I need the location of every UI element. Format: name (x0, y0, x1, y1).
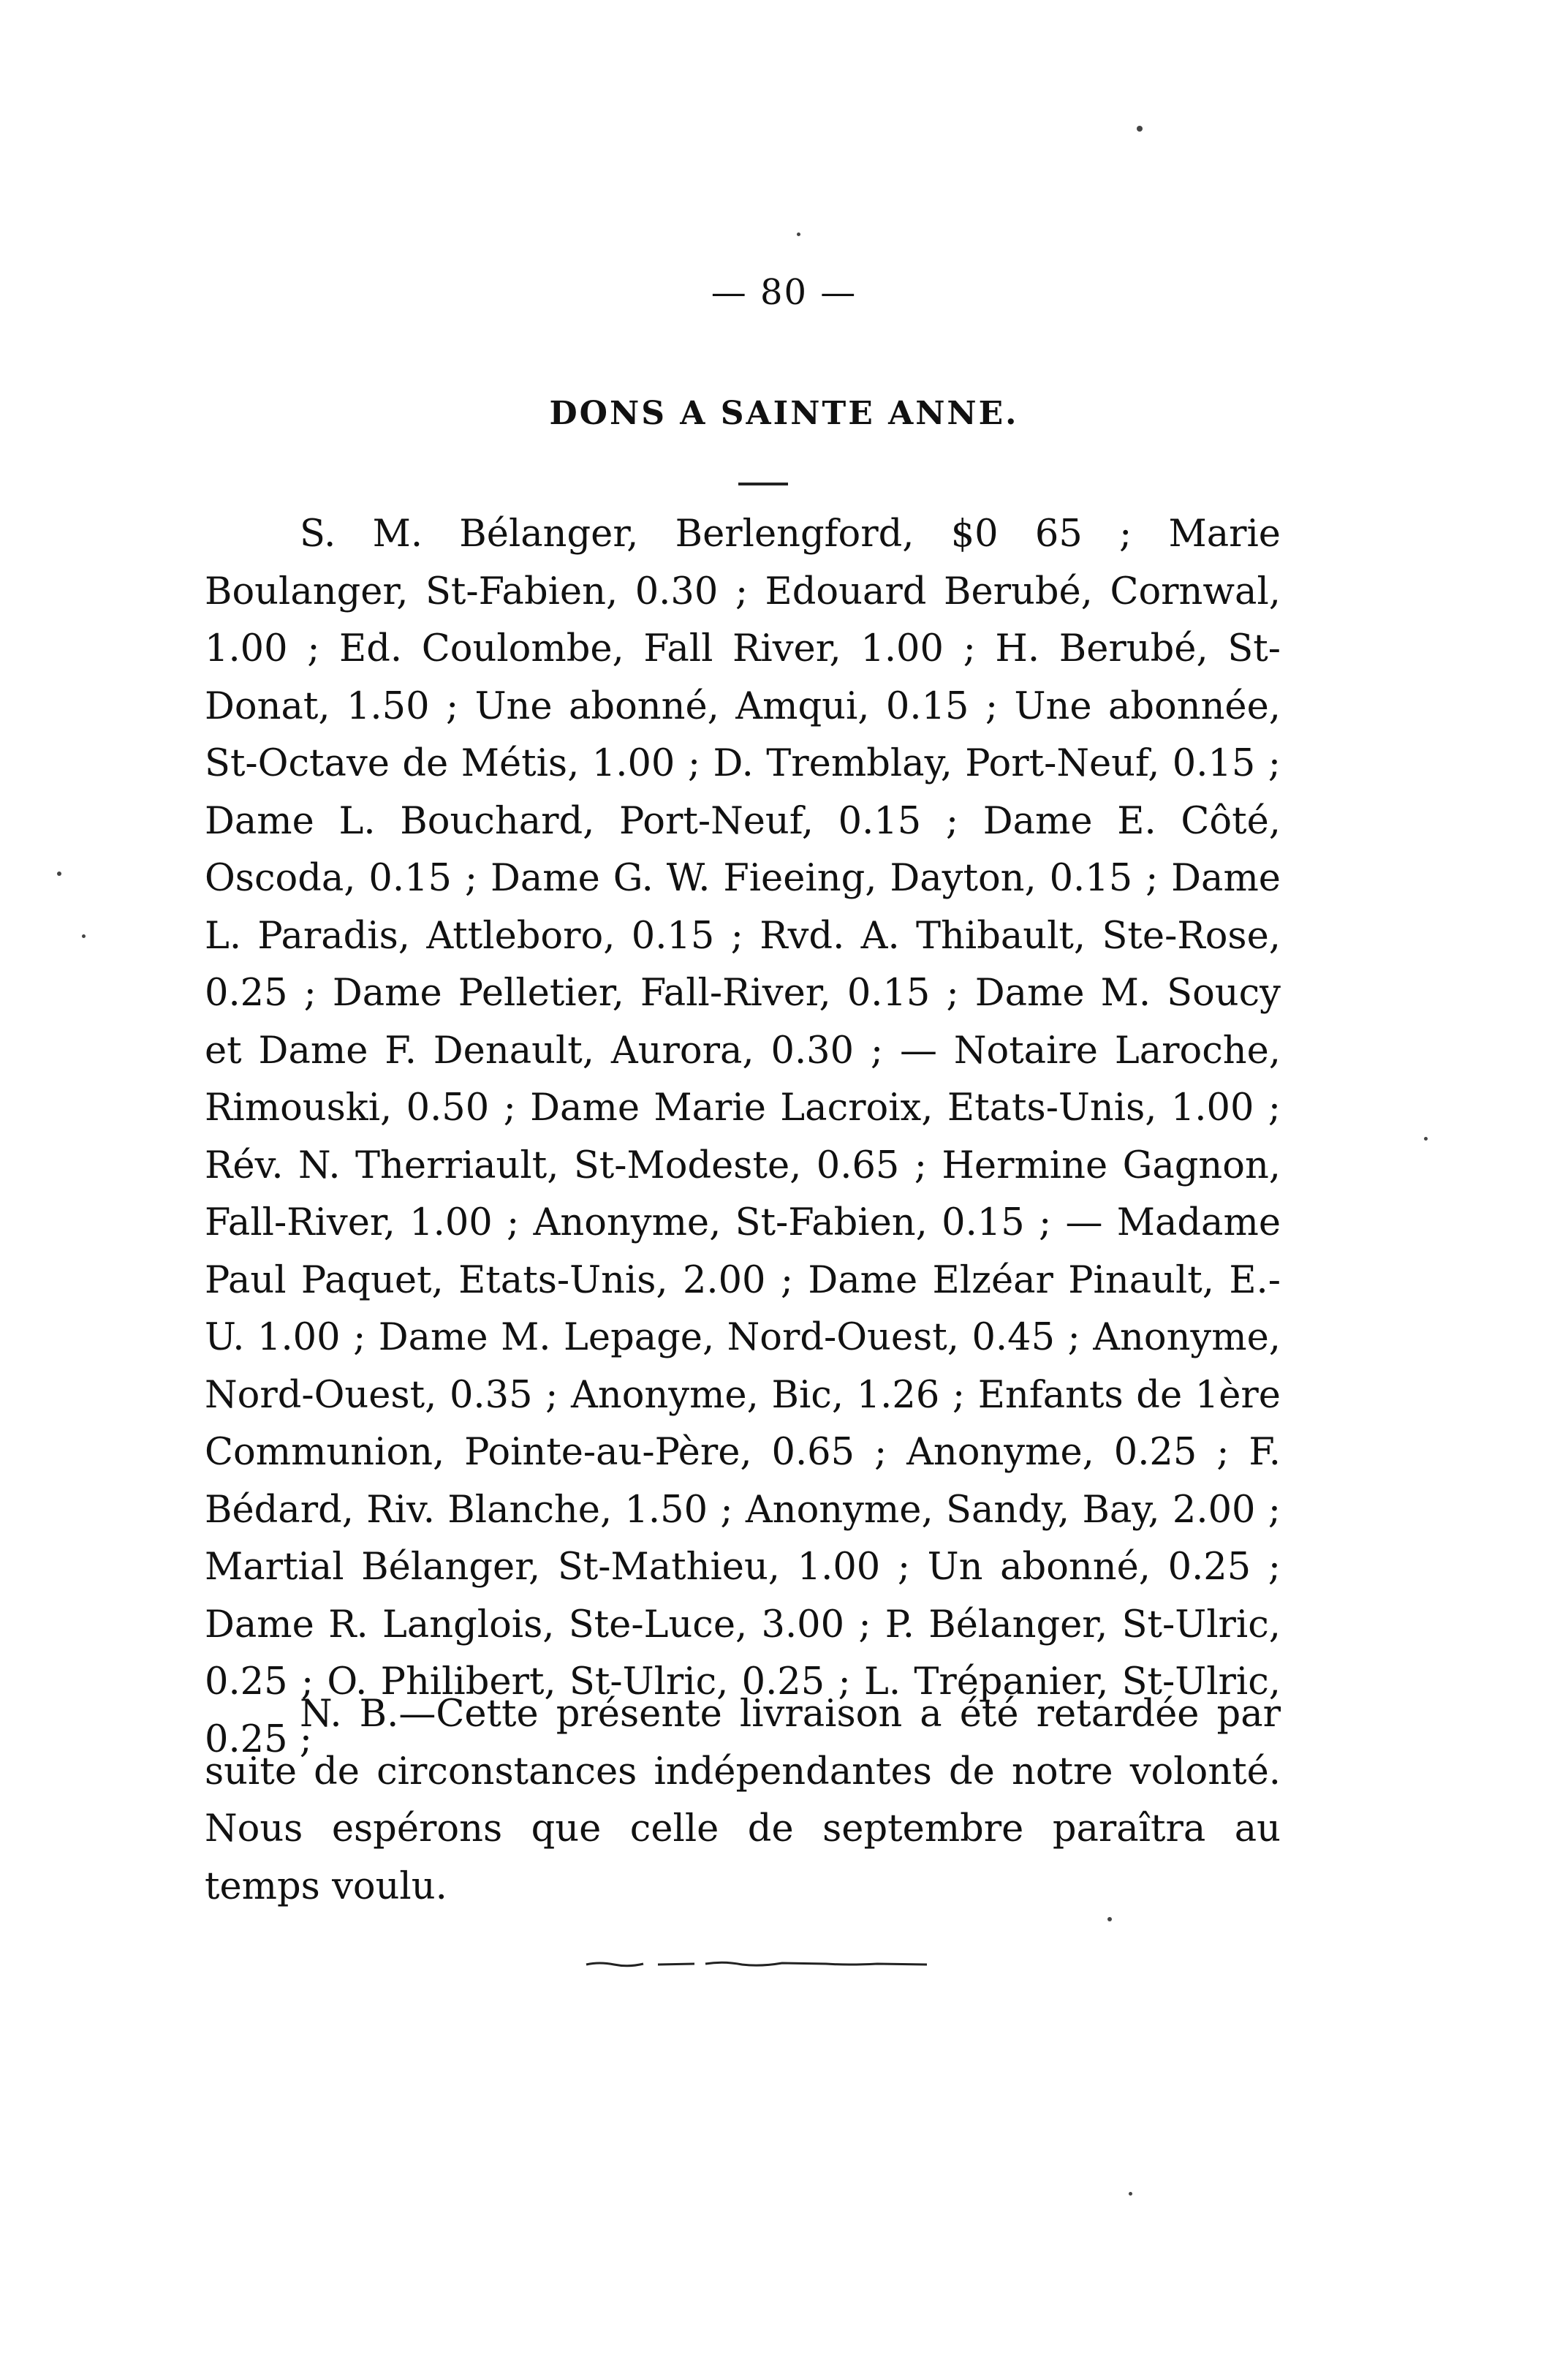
margin-speck (82, 934, 86, 938)
margin-speck (1129, 2192, 1132, 2196)
title-divider (738, 483, 788, 485)
margin-speck (1137, 126, 1143, 132)
donations-list-paragraph: S. M. Bélanger, Berlengford, $0 65 ; Marie Boulanger, St-Fabien, 0.30 ; Edouard Berubé, Cornwal, 1.00 ; Ed. Coulombe, Fall River, 1.00 ; H. Berubé, St-Donat, 1.50 ; Une abonné, Amqui, 0.15 ; Une abonnée, St-Octave de Métis, 1.00 ; D. Tremblay, Port-Neuf, 0.15 ; Dame L. Bouchard, Port-Neuf, 0.15 ; Dame E. Côté, Oscoda, 0.15 ; Dame G. W. Fieeing, Dayton, 0.15 ; Dame L. Paradis, Attleboro, 0.15 ; Rvd. A. Thibault, Ste-Rose, 0.25 ; Dame Pelletier, Fall-River, 0.15 ; Dame M. Soucy et Dame F. Denault, Aurora, 0.30 ; — Notaire Laroche, Rimouski, 0.50 ; Dame Marie Lacroix, Etats-Unis, 1.00 ; Rév. N. Therriault, St-Modeste, 0.65 ; Hermine Gagnon, Fall-River, 1.00 ; Anonyme, St-Fabien, 0.15 ; — Madame Paul Paquet, Etats-Unis, 2.00 ; Dame Elzéar Pinault, E.-U. 1.00 ; Dame M. Lepage, Nord-Ouest, 0.45 ; Anonyme, Nord-Ouest, 0.35 ; Anonyme, Bic, 1.26 ; Enfants de 1ère Communion, Pointe-au-Père, 0.65 ; Anonyme, 0.25 ; F. Bédard, Riv. Blanche, 1.50 ; Anonyme, Sandy, Bay, 2.00 ; Martial Bélanger, St-Mathieu, 1.00 ; Un abonné, 0.25 ; Dame R. Langlois, Ste-Luce, 3.00 ; P. Bélanger, St-Ulric, 0.25 ; O. Philibert, St-Ulric, 0.25 ; L. Trépanier, St-Ulric, 0.25 ; (205, 513, 1281, 1761)
nota-bene-paragraph: N. B.—Cette présente livraison a été retardée par suite de circonstances indépendantes de notre volonté. Nous espérons que celle de septembre paraîtra au temps voulu. (205, 1693, 1281, 1908)
margin-speck (57, 872, 61, 876)
margin-speck (1107, 1917, 1112, 1921)
margin-speck (797, 232, 800, 236)
end-ornament-rule (585, 1958, 928, 1970)
page-number: — 80 — (711, 272, 857, 313)
margin-speck (1424, 1137, 1428, 1141)
page-title: DONS A SAINTE ANNE. (549, 395, 1019, 432)
